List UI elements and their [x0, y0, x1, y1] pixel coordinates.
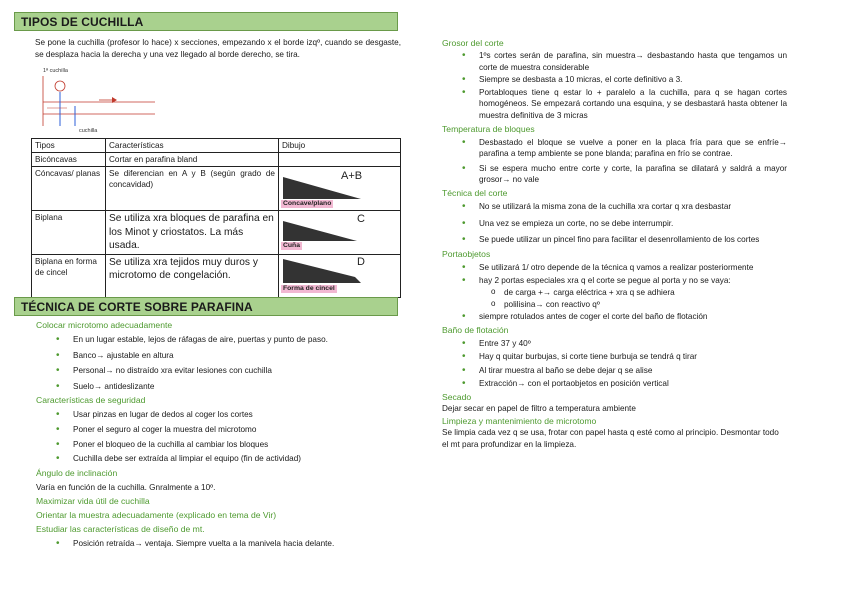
bullet-list [73, 334, 406, 392]
subheading: Portaobjetos [442, 248, 491, 259]
table-header-cell: Características [106, 139, 279, 153]
subheading: Grosor del corte [442, 38, 504, 48]
table-cell-tipo: Biplana en forma de cincel [32, 254, 106, 297]
sketch-top-label: 1ª cuchilla [43, 68, 68, 74]
subheading: Maximizar vida útil de cuchilla [36, 496, 150, 507]
list-item: • Una vez se empieza un corte, no se debe interrumpir. [479, 218, 787, 230]
sub-list-item: o de carga +→ carga eléctrica + xra q se adhiera [504, 287, 787, 299]
intro-paragraph: Se pone la cuchilla (profesor lo hace) x secciones, empezando x el borde izqº, cuando se desgaste, se desplaza hacia la derecha y una vez llegado al borde derecho, se tira. [35, 38, 401, 59]
list-item: • Usar pinzas en lugar de dedos al coger los cortes [73, 409, 406, 421]
list-item: • Poner el seguro al coger la muestra del microtomo [73, 424, 406, 436]
subheading: Ángulo de inclinación [36, 467, 118, 478]
subheading: Temperatura de bloques [442, 123, 535, 134]
list-item: • Extracción→ con el portaobjetos en posición vertical [479, 378, 787, 390]
table-cell-caracteristicas: Se utiliza xra tejidos muy duros y microtomo de congelación. [106, 254, 279, 297]
list-item: • Personal→ no distraído xra evitar lesiones con cuchilla [73, 365, 406, 377]
table-row [32, 167, 401, 211]
subheading: Colocar microtomo adecuadamente [36, 320, 173, 330]
bullet-list [479, 201, 787, 246]
bullet-list [479, 137, 787, 186]
table-row [32, 211, 401, 255]
paragraph: Se limpia cada vez q se usa, frotar con papel hasta q esté como al principio. Desmontar todo el mt para profundizar en la limpieza. [442, 427, 779, 450]
list-item: • 1ºs cortes serán de parafina, sin muestra→ desbastando hasta que tengamos un corte de muestra considerable [479, 50, 787, 73]
paragraph: Dejar secar en papel de filtro a temperatura ambiente [442, 404, 636, 414]
list-item: • Portabloques tiene q estar lo + paralelo a la cuchilla, para q se hagan cortes homogéneos. Se empezará cortando una esquina, y se desbastará hasta obtener la muestra definitiva de 3 micras [479, 87, 787, 122]
list-item: • Posición retraída→ ventaja. Siempre vuelta a la manivela hacia delante. [73, 538, 406, 550]
list-item: • En un lugar estable, lejos de ráfagas de aire, puertas y punto de paso. [73, 334, 406, 346]
bullet-list [73, 538, 406, 550]
subheading: Características de seguridad [36, 395, 146, 406]
table-cell-dibujo [279, 211, 401, 255]
list-item: • siempre rotulados antes de coger el corte del baño de flotación [479, 311, 787, 323]
bullet-list [479, 338, 787, 390]
section-title: TÉCNICA DE CORTE SOBRE PARAFINA [21, 300, 253, 314]
blade-profile-label: C [357, 213, 365, 225]
right-column [442, 37, 787, 452]
blade-profile-label: A+B [341, 170, 363, 182]
bullet-list [73, 409, 406, 464]
section-title: TIPOS DE CUCHILLA [21, 15, 144, 29]
list-item: • Banco→ ajustable en altura [73, 350, 406, 362]
section-banner-tecnica-corte [14, 297, 398, 316]
table-row [32, 254, 401, 297]
list-item: • Hay q quitar burbujas, si corte tiene burbuja se tendrá q tirar [479, 351, 787, 363]
blade-sketch-drawing [37, 64, 162, 134]
subheading: Estudiar las características de diseño de mt. [36, 524, 205, 535]
blade-profile-tag: Concave/plano [283, 200, 332, 207]
bullet-list [479, 50, 787, 122]
table-header-row [32, 139, 401, 153]
list-item: • Se utilizará 1/ otro depende de la técnica q vamos a realizar posteriormente [479, 262, 787, 274]
table-cell-tipo: Cóncavas/ planas [32, 167, 106, 211]
list-item: • Al tirar muestra al baño se debe dejar q se alise [479, 365, 787, 377]
table-header-cell: Tipos [32, 139, 106, 153]
subheading: Secado [442, 392, 472, 403]
list-item [479, 275, 787, 310]
blade-sketch [37, 64, 162, 134]
table-cell-caracteristicas: Cortar en parafina bland [106, 153, 279, 167]
list-item: • Cuchilla debe ser extraída al limpiar el equipo (fin de actividad) [73, 453, 406, 465]
list-item: • Desbastado el bloque se vuelve a poner en la placa fría para que se enfríe→ parafina a temp ambiente se pone blanda; parafina en frío se contrae. [479, 137, 787, 160]
blade-types-table [31, 138, 401, 298]
blade-profile-tag: Forma de cincel [283, 284, 335, 292]
list-item: • Siempre se desbasta a 10 micras, el corte definitivo a 3. [479, 74, 787, 86]
list-item: • Poner el bloqueo de la cuchilla al cambiar los bloques [73, 439, 406, 451]
list-item-text: hay 2 portas especiales xra q el corte se pegue al porta y no se vaya: [479, 276, 731, 286]
table-cell-caracteristicas: Se diferencian en A y B (según grado de concavidad) [106, 167, 279, 211]
bullet-list [479, 262, 787, 323]
table-cell-caracteristicas: Se utiliza xra bloques de parafina en los Minot y criostatos. La más usada. [106, 211, 279, 255]
table-cell-tipo: Biplana [32, 211, 106, 255]
paragraph: Varía en función de la cuchilla. Gnralmente a 10º. [36, 482, 216, 492]
table-cell-dibujo [279, 153, 401, 167]
list-item: • Entre 37 y 40º [479, 338, 787, 350]
subheading: Orientar la muestra adecuadamente (explicado en tema de Vir) [36, 510, 277, 521]
subheading: Baño de flotación [442, 324, 509, 335]
blade-profile-tag: Cuña [283, 242, 300, 249]
subheading: Técnica del corte [442, 187, 508, 198]
table-header-cell: Dibujo [279, 139, 401, 153]
list-item: • Suelo→ antideslizante [73, 381, 406, 393]
blade-profile-label: D [357, 255, 365, 268]
list-item: • Si se espera mucho entre corte y corte, la parafina se dilatará y saldrá a mayor grosor→ no vale [479, 163, 787, 186]
table-cell-dibujo [279, 167, 401, 211]
table-cell-tipo: Bicóncavas [32, 153, 106, 167]
list-item: • No se utilizará la misma zona de la cuchilla xra cortar q xra desbastar [479, 201, 787, 213]
left-section2-body [36, 319, 406, 550]
subheading: Limpieza y mantenimiento de microtomo [442, 415, 597, 426]
list-item: • Se puede utilizar un pincel fino para facilitar el desenrollamiento de los cortes [479, 234, 787, 246]
sketch-bottom-label: cuchilla [79, 128, 98, 134]
section-banner-tipos-cuchilla [14, 12, 398, 31]
sub-list-item: o polilisina→ con reactivo qº [504, 299, 787, 311]
table-row [32, 153, 401, 167]
sub-list [504, 287, 787, 310]
table-cell-dibujo [279, 254, 401, 297]
